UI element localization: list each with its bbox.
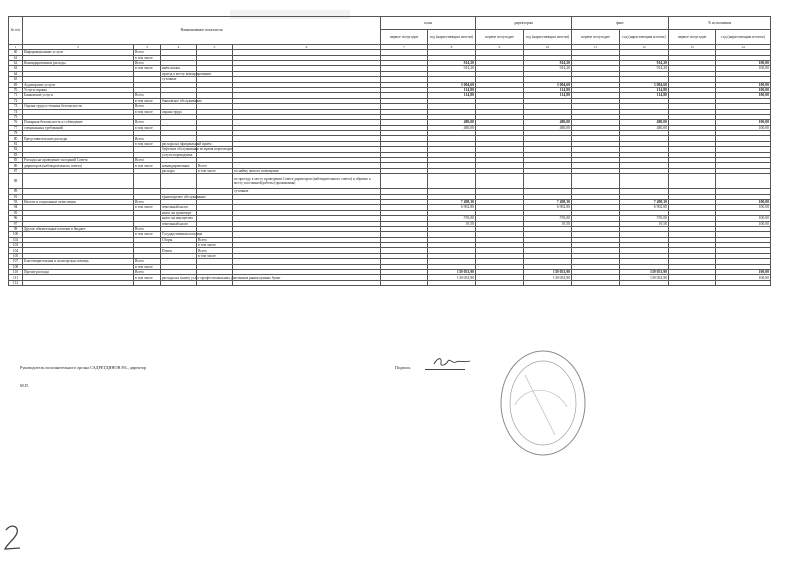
value-fact-year: 114,80 bbox=[620, 93, 669, 98]
row-total-marker: Всего bbox=[134, 158, 161, 163]
header-pct: % исполнения bbox=[669, 17, 771, 30]
row-sub-marker: Всего bbox=[197, 163, 233, 168]
value-director-year: 914,20 bbox=[524, 66, 572, 71]
table-row bbox=[9, 174, 771, 189]
value-pct-year: 100,00 bbox=[716, 221, 771, 226]
row-sub-marker: в том числе bbox=[197, 253, 233, 258]
row-indicator-name: Прочие расходы bbox=[23, 270, 134, 275]
col-number: 6 bbox=[233, 45, 381, 50]
value-plan-year bbox=[428, 174, 476, 189]
value-fact-year: 576,00 bbox=[620, 216, 669, 221]
row-sub-item bbox=[161, 280, 197, 285]
value-director-year: 3 004,60 bbox=[524, 82, 572, 87]
value-pct-year bbox=[716, 174, 771, 189]
value-fact-year bbox=[620, 280, 669, 285]
row-total-marker: в том числе bbox=[134, 205, 161, 210]
row-sub-item: Государственная пошлина bbox=[162, 232, 203, 237]
row-indicator-name: директоров (наблюдательного совета) bbox=[23, 163, 134, 168]
value-plan-year: 114,80 bbox=[428, 93, 476, 98]
row-sub-detail: по найму жилого помещения bbox=[233, 168, 381, 173]
row-indicator-name: Услуги охраны bbox=[23, 87, 134, 92]
col-number: 11 bbox=[572, 45, 620, 50]
header-name: Наименование показателя bbox=[23, 17, 381, 45]
row-sub-item: суточные bbox=[161, 77, 197, 82]
row-sub-item: охрана труда bbox=[161, 109, 197, 114]
col-number: 3 bbox=[134, 45, 161, 50]
value-plan-year: 3 004,60 bbox=[428, 82, 476, 87]
row-total-marker: Всего bbox=[134, 270, 161, 275]
row-number: 112 bbox=[9, 280, 23, 285]
col-number: 2 bbox=[23, 45, 134, 50]
value-director-year bbox=[524, 174, 572, 189]
value-plan-year: 914,20 bbox=[428, 60, 476, 65]
value-pct-year: 100,00 bbox=[716, 275, 771, 280]
row-total-marker: Всего bbox=[134, 60, 161, 65]
value-fact-year: 480,00 bbox=[620, 120, 669, 125]
value-plan-year: 139 053,90 bbox=[428, 270, 476, 275]
value-director-year bbox=[524, 280, 572, 285]
row-number: 102 bbox=[9, 237, 23, 242]
value-director-year: 6 902,80 bbox=[524, 205, 572, 210]
value-plan-year: 7 498,30 bbox=[428, 199, 476, 204]
row-number: 88 bbox=[9, 174, 23, 189]
row-number: 85 bbox=[9, 158, 23, 163]
value-plan-year: 6 902,80 bbox=[428, 205, 476, 210]
row-indicator-name: Представительские расходы bbox=[23, 136, 134, 141]
row-total-marker: Всего bbox=[134, 120, 161, 125]
row-total-marker: в том числе bbox=[134, 66, 161, 71]
value-fact-year bbox=[620, 174, 669, 189]
col-number: 8 bbox=[428, 45, 476, 50]
row-indicator-name: Банковские услуги bbox=[23, 93, 134, 98]
row-sub-item: расходы на официальный прием bbox=[162, 141, 212, 146]
row-sub-item: буфетное обслуживание во время переговоров bbox=[162, 147, 234, 152]
col-number: 1 bbox=[9, 45, 23, 50]
row-sub-item: налог на имущество bbox=[161, 216, 197, 221]
head-signature-caption: Руководитель исполнительного органа САДРЕТДИНОВ Р.Б., директор bbox=[20, 365, 147, 370]
seal-place-label: М.П. bbox=[20, 383, 29, 388]
row-sub-item: услуги переводчика bbox=[161, 152, 197, 157]
value-pct-year: 100,00 bbox=[716, 199, 771, 204]
value-fact-h1 bbox=[572, 174, 620, 189]
row-sub-item: земельный налог bbox=[161, 221, 197, 226]
stamp-seal-image bbox=[495, 345, 590, 460]
value-pct-year: 100,00 bbox=[716, 87, 771, 92]
row-total-marker: в том числе bbox=[134, 163, 161, 168]
row-number: 63 bbox=[9, 66, 23, 71]
header-pct-year: год (нарастающим итогом) bbox=[716, 30, 771, 45]
row-sub-item: земельный налог bbox=[161, 205, 197, 210]
value-plan-h1 bbox=[381, 174, 428, 189]
row-sub-marker bbox=[197, 280, 233, 285]
value-fact-year: 480,00 bbox=[620, 125, 669, 130]
row-number: 82 bbox=[9, 147, 23, 152]
row-number: 95 bbox=[9, 210, 23, 215]
row-number: 87 bbox=[9, 168, 23, 173]
value-plan-year: 19,50 bbox=[428, 221, 476, 226]
row-total-marker: в том числе bbox=[134, 125, 161, 130]
col-number: 5 bbox=[197, 45, 233, 50]
value-plan-year: 576,00 bbox=[428, 216, 476, 221]
budget-report-table bbox=[8, 16, 770, 286]
row-indicator-name: Пожарная безопасность и соблюдение bbox=[23, 120, 134, 125]
value-plan-year: 480,00 bbox=[428, 120, 476, 125]
value-director-year: 7 498,30 bbox=[524, 199, 572, 204]
header-pct-h1: первое полугодие bbox=[669, 30, 716, 45]
row-indicator-name: Налоги и социальные отчисления bbox=[23, 199, 134, 204]
row-total-marker: в том числе bbox=[134, 98, 161, 103]
row-number: 70 bbox=[9, 87, 23, 92]
row-sub-marker: Всего bbox=[197, 248, 233, 253]
col-number: 13 bbox=[669, 45, 716, 50]
row-total-marker: в том числе bbox=[134, 141, 161, 146]
value-fact-year: 3 004,60 bbox=[620, 82, 669, 87]
row-total-marker: в том числе bbox=[134, 264, 161, 269]
row-total-marker: Всего bbox=[134, 104, 161, 109]
value-director-year: 139 053,90 bbox=[524, 275, 572, 280]
value-director-year: 19,50 bbox=[524, 221, 572, 226]
value-pct-year bbox=[716, 280, 771, 285]
row-indicator-name: Охрана труда и техника безопасности bbox=[23, 104, 134, 109]
value-director-year: 576,00 bbox=[524, 216, 572, 221]
row-number: 71 bbox=[9, 93, 23, 98]
row-number: 60 bbox=[9, 50, 23, 55]
row-total-marker: в том числе bbox=[134, 275, 161, 280]
value-fact-year: 114,80 bbox=[620, 87, 669, 92]
row-total-marker: Всего bbox=[134, 259, 161, 264]
header-director-h1: первое полугодие bbox=[476, 30, 524, 45]
row-number: 94 bbox=[9, 205, 23, 210]
value-director-h1 bbox=[476, 280, 524, 285]
value-director-year: 480,00 bbox=[524, 125, 572, 130]
value-fact-h1 bbox=[572, 280, 620, 285]
row-sub-item: расходы на оплату услуг профессиональных участников рынка ценных бумаг bbox=[162, 275, 281, 280]
header-no: № п/п bbox=[9, 17, 23, 45]
row-indicator-name bbox=[23, 174, 134, 189]
table-body bbox=[9, 50, 771, 286]
row-number: 97 bbox=[9, 221, 23, 226]
row-number: 77 bbox=[9, 125, 23, 130]
row-number: 75 bbox=[9, 114, 23, 119]
row-total-marker: Всего bbox=[134, 226, 161, 231]
row-indicator-name: специальных требований bbox=[23, 125, 134, 130]
value-fact-year: 139 053,90 bbox=[620, 270, 669, 275]
value-director-year: 480,00 bbox=[524, 120, 572, 125]
value-pct-year: 100,00 bbox=[716, 66, 771, 71]
row-number: 110 bbox=[9, 270, 23, 275]
header-plan: план bbox=[381, 17, 476, 30]
value-fact-year: 7 498,30 bbox=[620, 199, 669, 204]
row-sub-detail bbox=[233, 280, 381, 285]
value-director-year: 914,20 bbox=[524, 60, 572, 65]
handwritten-page-mark-image bbox=[2, 522, 24, 552]
value-pct-year: 100,00 bbox=[716, 60, 771, 65]
value-pct-year: 100,00 bbox=[716, 216, 771, 221]
value-plan-year: 114,80 bbox=[428, 87, 476, 92]
value-plan-year: 914,20 bbox=[428, 66, 476, 71]
col-number: 10 bbox=[524, 45, 572, 50]
row-number: 105 bbox=[9, 253, 23, 258]
signature-image bbox=[432, 355, 472, 369]
header-director: директорам bbox=[476, 17, 572, 30]
value-fact-year: 914,20 bbox=[620, 60, 669, 65]
value-plan-year bbox=[428, 280, 476, 285]
row-sub-marker bbox=[197, 174, 233, 189]
col-number: 7 bbox=[381, 45, 428, 50]
row-number: 72 bbox=[9, 98, 23, 103]
row-indicator-name: Другие обязательные платежи в бюджет bbox=[23, 226, 134, 231]
row-sub-detail: по проезду к месту проведения Совета директоров (наблюдательного совета) и обратно к месту постоянной работы (проживания) bbox=[233, 174, 381, 189]
row-sub-item: Платы bbox=[161, 248, 197, 253]
row-number: 103 bbox=[9, 243, 23, 248]
row-sub-marker: Всего bbox=[197, 237, 233, 242]
row-sub-item: транспортное обслуживание bbox=[162, 194, 206, 199]
row-total-marker bbox=[134, 174, 161, 189]
row-number: 104 bbox=[9, 248, 23, 253]
col-number: 9 bbox=[476, 45, 524, 50]
value-director-h1 bbox=[476, 174, 524, 189]
row-indicator-name bbox=[23, 280, 134, 285]
sign-label: Подпись bbox=[395, 365, 411, 370]
row-total-marker bbox=[134, 280, 161, 285]
row-number: 107 bbox=[9, 259, 23, 264]
header-row-groups bbox=[9, 17, 771, 30]
value-plan-year: 480,00 bbox=[428, 125, 476, 130]
row-sub-item: командировочные bbox=[161, 163, 197, 168]
row-number: 78 bbox=[9, 131, 23, 136]
value-pct-h1 bbox=[669, 280, 716, 285]
value-director-year: 114,80 bbox=[524, 87, 572, 92]
value-pct-h1 bbox=[669, 174, 716, 189]
row-sub-item bbox=[161, 174, 197, 189]
value-fact-year: 139 053,90 bbox=[620, 275, 669, 280]
row-indicator-name: Информационные услуги bbox=[23, 50, 134, 55]
value-fact-year: 19,50 bbox=[620, 221, 669, 226]
row-number: 73 bbox=[9, 104, 23, 109]
row-number: 111 bbox=[9, 275, 23, 280]
value-pct-year: 100,00 bbox=[716, 270, 771, 275]
value-fact-year: 914,20 bbox=[620, 66, 669, 71]
row-indicator-name: Командировочные расходы bbox=[23, 60, 134, 65]
row-indicator-name: Расходы на проведение заседаний Совета bbox=[23, 158, 134, 163]
header-plan-year: год (нарастающим итогом) bbox=[428, 30, 476, 45]
value-pct-year: 100,00 bbox=[716, 93, 771, 98]
value-fact-year: 6 902,80 bbox=[620, 205, 669, 210]
row-number: 64 bbox=[9, 71, 23, 76]
row-total-marker: в том числе bbox=[134, 232, 161, 237]
row-number: 62 bbox=[9, 60, 23, 65]
row-number: 74 bbox=[9, 109, 23, 114]
row-sub-item: расходы bbox=[161, 168, 197, 173]
row-number: 65 bbox=[9, 77, 23, 82]
row-sub-item: банковское обслуживание bbox=[162, 98, 202, 103]
row-number: 91 bbox=[9, 194, 23, 199]
col-number: 4 bbox=[161, 45, 197, 50]
row-number: 96 bbox=[9, 216, 23, 221]
row-number: 108 bbox=[9, 264, 23, 269]
row-indicator-name: Благотворительная и спонсорская помощь bbox=[23, 259, 134, 264]
row-sub-item: проезд к месту командирования bbox=[162, 71, 211, 76]
row-number: 81 bbox=[9, 141, 23, 146]
row-total-marker: в том числе bbox=[134, 109, 161, 114]
row-number: 80 bbox=[9, 136, 23, 141]
row-number: 100 bbox=[9, 232, 23, 237]
signature-line bbox=[425, 369, 465, 370]
row-number: 86 bbox=[9, 163, 23, 168]
row-number: 69 bbox=[9, 82, 23, 87]
table-row bbox=[9, 280, 771, 285]
row-number: 61 bbox=[9, 55, 23, 60]
header-fact-year: год (нарастающим итогом) bbox=[620, 30, 669, 45]
row-indicator-name: Аудиторские услуги bbox=[23, 82, 134, 87]
row-sub-marker: в том числе bbox=[197, 243, 233, 248]
col-number: 14 bbox=[716, 45, 771, 50]
value-pct-year: 100,00 bbox=[716, 205, 771, 210]
row-number: 76 bbox=[9, 120, 23, 125]
row-total-marker: Всего bbox=[134, 199, 161, 204]
row-sub-item: наём жилья bbox=[161, 66, 197, 71]
header-fact-h1: первое полугодие bbox=[572, 30, 620, 45]
row-number: 93 bbox=[9, 199, 23, 204]
value-plan-year: 139 053,90 bbox=[428, 275, 476, 280]
row-number: 98 bbox=[9, 226, 23, 231]
row-sub-marker: в том числе bbox=[197, 168, 233, 173]
value-plan-h1 bbox=[381, 280, 428, 285]
col-number: 12 bbox=[620, 45, 669, 50]
header-director-year: год (нарастающим итогом) bbox=[524, 30, 572, 45]
row-total-marker: Всего bbox=[134, 136, 161, 141]
value-pct-year: 100,00 bbox=[716, 120, 771, 125]
row-number: 83 bbox=[9, 152, 23, 157]
row-number: 89 bbox=[9, 189, 23, 194]
value-pct-year: 100,00 bbox=[716, 82, 771, 87]
value-director-year: 139 053,90 bbox=[524, 270, 572, 275]
row-total-marker: в том числе bbox=[134, 55, 161, 60]
row-total-marker: Всего bbox=[134, 93, 161, 98]
header-plan-h1: первое полугодие bbox=[381, 30, 428, 45]
row-sub-item: Сборы bbox=[161, 237, 197, 242]
row-total-marker: Всего bbox=[134, 50, 161, 55]
header-fact: факт bbox=[572, 17, 669, 30]
row-sub-detail: суточные bbox=[233, 189, 381, 194]
row-sub-item: налог на транспорт bbox=[161, 210, 197, 215]
value-pct-year: 100,00 bbox=[716, 125, 771, 130]
value-director-year: 114,80 bbox=[524, 93, 572, 98]
